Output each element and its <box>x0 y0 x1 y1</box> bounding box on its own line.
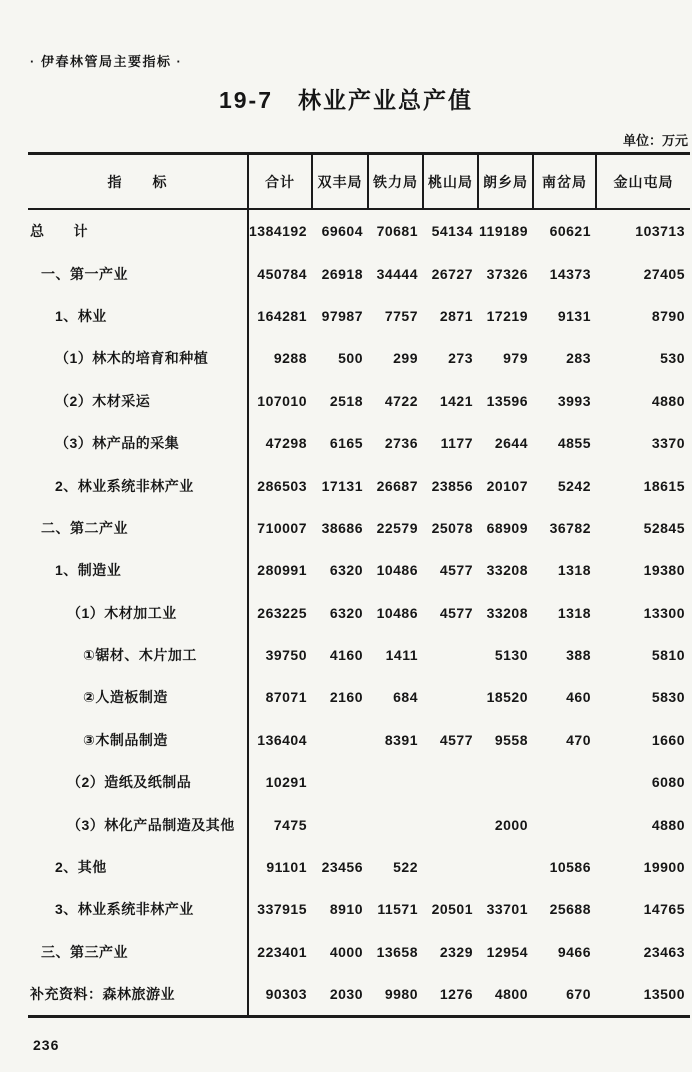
cell-value: 164281 <box>257 307 307 324</box>
cell-value: 18615 <box>643 477 685 494</box>
table-row <box>28 634 690 676</box>
cell-value: 33208 <box>486 562 528 579</box>
cell-value: 6320 <box>329 562 363 579</box>
table-row <box>28 846 690 888</box>
cell-value: 710007 <box>257 519 307 536</box>
cell-value: 23856 <box>431 477 473 494</box>
row-label: （2）造纸及纸制品 <box>28 761 248 803</box>
cell-value: 2871 <box>439 307 473 324</box>
table-row <box>28 931 690 973</box>
row-label: （3）林产品的采集 <box>28 422 248 464</box>
cell-value: 26918 <box>321 265 363 282</box>
cell-value: 6165 <box>329 435 363 452</box>
cell-value: 37326 <box>486 265 528 282</box>
cell-value <box>533 761 596 803</box>
table-row <box>28 337 690 379</box>
row-label: 总 计 <box>28 209 248 252</box>
cell-value: 280991 <box>257 562 307 579</box>
table-row <box>28 464 690 506</box>
cell-value <box>312 761 368 803</box>
cell-value: 12954 <box>486 943 528 960</box>
cell-value: 70681 <box>376 223 418 240</box>
row-label: 1、林业 <box>28 295 248 337</box>
cell-value: 119189 <box>479 223 528 240</box>
row-label: 3、林业系统非林产业 <box>28 888 248 930</box>
cell-value: 60621 <box>549 223 591 240</box>
column-header: 朗乡局 <box>478 154 533 210</box>
cell-value: 9466 <box>557 943 591 960</box>
stub-column-header: 指 标 <box>28 154 248 210</box>
row-label: ③木制品制造 <box>28 719 248 761</box>
cell-value: 97987 <box>321 307 363 324</box>
section-note: · 伊春林管局主要指标 · <box>30 54 183 69</box>
cell-value: 2000 <box>494 816 528 833</box>
table-row <box>28 549 690 591</box>
cell-value: 13596 <box>486 392 528 409</box>
cell-value: 17219 <box>486 307 528 324</box>
cell-value: 47298 <box>265 435 307 452</box>
table-row <box>28 973 690 1017</box>
table-body <box>28 209 690 1017</box>
cell-value: 2030 <box>329 986 363 1003</box>
cell-value: 10586 <box>549 859 591 876</box>
cell-value: 10291 <box>265 774 307 791</box>
row-label: 二、第二产业 <box>28 507 248 549</box>
cell-value: 13500 <box>643 986 685 1003</box>
cell-value <box>478 846 533 888</box>
row-label: （2）木材采运 <box>28 380 248 422</box>
cell-value: 522 <box>393 859 418 876</box>
cell-value: 1660 <box>651 731 685 748</box>
cell-value: 26727 <box>431 265 473 282</box>
unit-label: 单位：万元 <box>622 133 688 148</box>
table-row <box>28 507 690 549</box>
cell-value: 69604 <box>321 223 363 240</box>
cell-value: 460 <box>566 689 591 706</box>
cell-value: 4722 <box>384 392 418 409</box>
row-label: 2、其他 <box>28 846 248 888</box>
table-row <box>28 803 690 845</box>
page-number: 236 <box>33 1037 60 1053</box>
cell-value <box>478 761 533 803</box>
row-label: （3）林化产品制造及其他 <box>28 803 248 845</box>
cell-value <box>423 676 478 718</box>
cell-value: 25688 <box>549 901 591 918</box>
table-row <box>28 888 690 930</box>
column-header: 铁力局 <box>368 154 423 210</box>
row-label: 一、第一产业 <box>28 252 248 294</box>
cell-value: 286503 <box>257 477 307 494</box>
cell-value: 5130 <box>494 647 528 664</box>
statistics-table <box>28 152 690 1018</box>
cell-value: 19900 <box>643 859 685 876</box>
cell-value <box>423 846 478 888</box>
cell-value: 1318 <box>557 562 591 579</box>
cell-value: 388 <box>566 647 591 664</box>
cell-value: 33208 <box>486 604 528 621</box>
cell-value: 107010 <box>257 392 307 409</box>
cell-value: 5242 <box>557 477 591 494</box>
table-row <box>28 209 690 252</box>
cell-value <box>423 761 478 803</box>
cell-value: 36782 <box>549 519 591 536</box>
cell-value: 979 <box>503 350 528 367</box>
row-label: ②人造板制造 <box>28 676 248 718</box>
table-row <box>28 592 690 634</box>
cell-value: 14373 <box>549 265 591 282</box>
column-header: 双丰局 <box>312 154 368 210</box>
cell-value: 3370 <box>651 435 685 452</box>
cell-value: 6080 <box>651 774 685 791</box>
cell-value: 337915 <box>257 901 307 918</box>
cell-value: 2329 <box>439 943 473 960</box>
cell-value: 4855 <box>557 435 591 452</box>
cell-value: 4160 <box>329 647 363 664</box>
cell-value: 223401 <box>257 943 307 960</box>
cell-value: 670 <box>566 986 591 1003</box>
cell-value: 54134 <box>431 223 473 240</box>
table-header-row <box>28 154 690 210</box>
cell-value: 7475 <box>273 816 307 833</box>
cell-value: 4577 <box>439 731 473 748</box>
cell-value: 68909 <box>486 519 528 536</box>
cell-value: 684 <box>393 689 418 706</box>
row-label: 补充资料：森林旅游业 <box>28 973 248 1017</box>
table-row <box>28 422 690 464</box>
row-label: 三、第三产业 <box>28 931 248 973</box>
cell-value <box>423 803 478 845</box>
cell-value: 136404 <box>257 731 307 748</box>
cell-value: 10486 <box>376 604 418 621</box>
cell-value: 13300 <box>643 604 685 621</box>
cell-value: 39750 <box>265 647 307 664</box>
column-header: 合计 <box>248 154 312 210</box>
cell-value: 8910 <box>329 901 363 918</box>
cell-value: 1276 <box>439 986 473 1003</box>
cell-value: 22579 <box>376 519 418 536</box>
cell-value: 11571 <box>377 901 418 918</box>
cell-value: 90303 <box>265 986 307 1003</box>
cell-value: 283 <box>566 350 591 367</box>
cell-value <box>312 803 368 845</box>
cell-value <box>312 719 368 761</box>
cell-value: 450784 <box>257 265 307 282</box>
cell-value: 20501 <box>431 901 473 918</box>
cell-value: 103713 <box>635 223 685 240</box>
cell-value: 530 <box>660 350 685 367</box>
cell-value <box>368 803 423 845</box>
cell-value: 8391 <box>384 731 418 748</box>
table-row <box>28 719 690 761</box>
table-row <box>28 380 690 422</box>
cell-value: 23463 <box>643 943 685 960</box>
cell-value: 4880 <box>651 816 685 833</box>
cell-value: 2518 <box>329 392 363 409</box>
row-label: 2、林业系统非林产业 <box>28 464 248 506</box>
cell-value: 470 <box>566 731 591 748</box>
cell-value <box>533 803 596 845</box>
cell-value: 27405 <box>643 265 685 282</box>
cell-value: 500 <box>338 350 363 367</box>
table-row <box>28 252 690 294</box>
cell-value: 34444 <box>376 265 418 282</box>
cell-value: 1421 <box>439 392 473 409</box>
cell-value: 26687 <box>376 477 418 494</box>
cell-value: 4577 <box>439 562 473 579</box>
cell-value <box>368 761 423 803</box>
table-row <box>28 676 690 718</box>
cell-value: 13658 <box>376 943 418 960</box>
cell-value: 18520 <box>486 689 528 706</box>
row-label: （1）林木的培育和种植 <box>28 337 248 379</box>
cell-value: 4800 <box>494 986 528 1003</box>
row-label: 1、制造业 <box>28 549 248 591</box>
cell-value: 10486 <box>376 562 418 579</box>
cell-value: 1318 <box>557 604 591 621</box>
cell-value: 273 <box>448 350 473 367</box>
column-header: 金山屯局 <box>596 154 690 210</box>
cell-value: 5830 <box>651 689 685 706</box>
row-label: ①锯材、木片加工 <box>28 634 248 676</box>
cell-value: 5810 <box>651 647 685 664</box>
cell-value: 23456 <box>321 859 363 876</box>
cell-value: 1384192 <box>249 223 308 240</box>
cell-value: 2160 <box>329 689 363 706</box>
column-header: 南岔局 <box>533 154 596 210</box>
cell-value: 2644 <box>494 435 528 452</box>
cell-value: 9558 <box>494 731 528 748</box>
cell-value: 4880 <box>651 392 685 409</box>
cell-value: 4000 <box>329 943 363 960</box>
cell-value: 25078 <box>431 519 473 536</box>
cell-value: 91101 <box>266 859 307 876</box>
cell-value: 20107 <box>486 477 528 494</box>
cell-value: 263225 <box>257 604 307 621</box>
cell-value <box>423 634 478 676</box>
cell-value: 38686 <box>321 519 363 536</box>
table-row <box>28 295 690 337</box>
cell-value: 6320 <box>329 604 363 621</box>
column-header: 桃山局 <box>423 154 478 210</box>
cell-value: 299 <box>393 350 418 367</box>
cell-value: 17131 <box>321 477 363 494</box>
cell-value: 9288 <box>273 350 307 367</box>
cell-value: 7757 <box>384 307 418 324</box>
table-row <box>28 761 690 803</box>
cell-value: 14765 <box>643 901 685 918</box>
row-label: （1）木材加工业 <box>28 592 248 634</box>
cell-value: 52845 <box>643 519 685 536</box>
cell-value: 1411 <box>385 647 418 664</box>
cell-value: 2736 <box>384 435 418 452</box>
cell-value: 33701 <box>486 901 528 918</box>
cell-value: 8790 <box>651 307 685 324</box>
page-title: 19-7 林业产业总产值 <box>218 87 474 113</box>
cell-value: 9131 <box>557 307 591 324</box>
cell-value: 9980 <box>384 986 418 1003</box>
cell-value: 4577 <box>439 604 473 621</box>
cell-value: 1177 <box>440 435 473 452</box>
cell-value: 19380 <box>643 562 685 579</box>
cell-value: 87071 <box>265 689 307 706</box>
cell-value: 3993 <box>557 392 591 409</box>
